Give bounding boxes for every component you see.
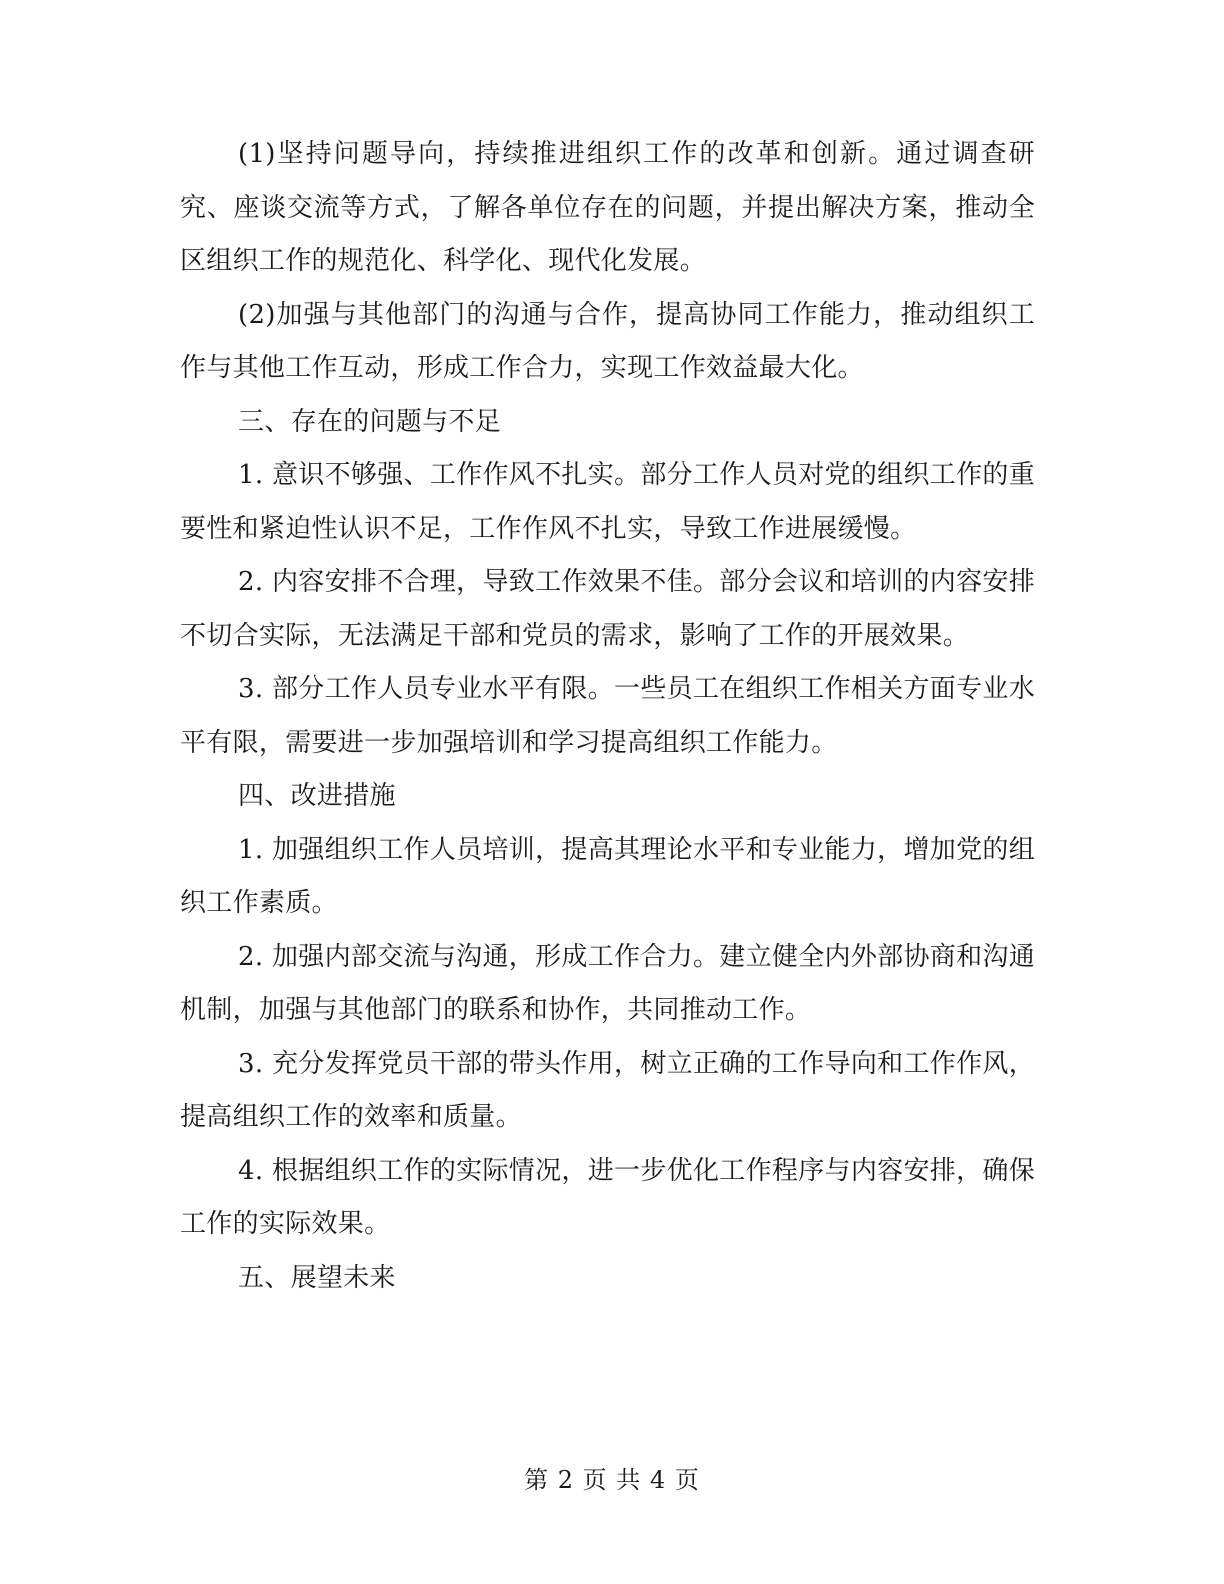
paragraph-problem-1: 1. 意识不够强、工作作风不扎实。部分工作人员对党的组织工作的重要性和紧迫性认识不足，工作作风不扎实，导致工作进展缓慢。	[180, 460, 1035, 544]
paragraph-improvement-1: 1. 加强组织工作人员培训，提高其理论水平和专业能力，增加党的组织工作素质。	[180, 834, 1035, 918]
document-body	[180, 128, 1035, 1305]
section-heading-problems: 三、存在的问题与不足	[238, 406, 502, 437]
paragraph-problem-2: 2. 内容安排不合理，导致工作效果不佳。部分会议和培训的内容安排不切合实际，无法满足干部和党员的需求，影响了工作的开展效果。	[180, 567, 1035, 651]
paragraph-problem-3: 3. 部分工作人员专业水平有限。一些员工在组织工作相关方面专业水平有限，需要进一步加强培训和学习提高组织工作能力。	[180, 674, 1035, 758]
page-footer	[0, 1460, 1224, 1495]
paragraph-improvement-4: 4. 根据组织工作的实际情况，进一步优化工作程序与内容安排，确保工作的实际效果。	[180, 1155, 1035, 1239]
paragraph-improvement-3: 3. 充分发挥党员干部的带头作用，树立正确的工作导向和工作作风，提高组织工作的效率和质量。	[180, 1048, 1035, 1132]
section-heading-improvements: 四、改进措施	[238, 781, 396, 811]
paragraph-cooperation: (2)加强与其他部门的沟通与合作，提高协同工作能力，推动组织工作与其他工作互动，形成工作合力，实现工作效益最大化。	[180, 299, 1035, 383]
paragraph-problem-oriented: (1)坚持问题导向，持续推进组织工作的改革和创新。通过调查研究、座谈交流等方式，了解各单位存在的问题，并提出解决方案，推动全区组织工作的规范化、科学化、现代化发展。	[180, 139, 1035, 276]
section-heading-outlook: 五、展望未来	[238, 1262, 396, 1293]
page-number: 第 2 页 共 4 页	[524, 1466, 700, 1494]
paragraph-improvement-2: 2. 加强内部交流与沟通，形成工作合力。建立健全内外部协商和沟通机制，加强与其他部门的联系和协作，共同推动工作。	[180, 941, 1035, 1025]
